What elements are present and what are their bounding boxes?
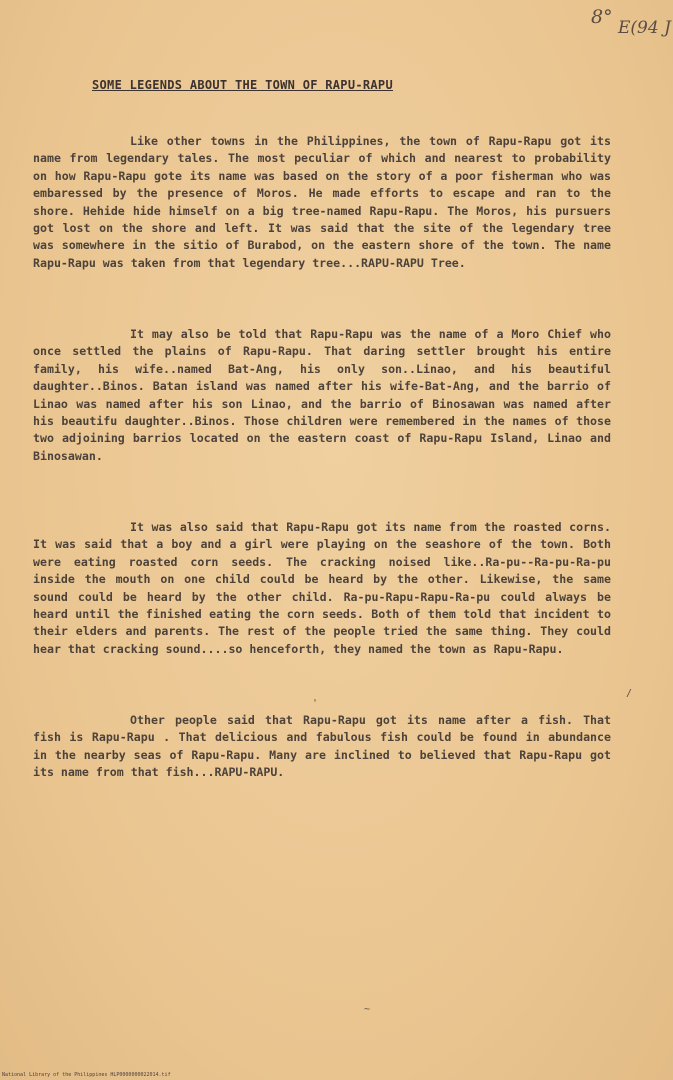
stray-pen-mark: /	[626, 688, 633, 699]
stray-pen-mark: ~	[364, 1004, 371, 1015]
paragraph-roasted-corn-legend: It was also said that Rapu-Rapu got its name from the roasted corns. It was said that a boy and a girl were playing on the seashore of the town. Both were eating roasted corn seeds. The cracking noised like..Ra-pu--Ra-pu-Ra-pu inside the mouth on one child could be heard by the other. Likewise, the same sound could be heard by the other child. Ra-pu-Rapu-Rapu-Ra-pu could always be heard until the finished eating the corn seeds. Both of them told that incident to their elders and parents. The rest of the people tried the same thing. They could hear that cracking sound....so henceforth, they named the town as Rapu-Rapu.	[33, 520, 611, 656]
paragraph-moro-chief-legend: It may also be told that Rapu-Rapu was the name of a Moro Chief who once settled the plains of Rapu-Rapu. That daring settler brought his entire family, his wife..named Bat-Ang, his only son..Linao, and his beautiful daughter..Binos. Batan island was named after his wife-Bat-Ang, and the barrio of Linao was named after his son Linao, and the barrio of Binosawan was named after his beautifu daughter..Binos. Those children were remembered in the names of those two adjoining barrios located on the eastern coast of Rapu-Rapu Island, Linao and Binosawan.	[33, 327, 611, 463]
handwritten-catalog-code: E(94 J	[618, 18, 671, 38]
paragraph-fish-legend: Other people said that Rapu-Rapu got its name after a fish. That fish is Rapu-Rapu . That delicious and fabulous fish could be found in abundance in the nearby seas of Rapu-Rapu. Many are inclined to believed that Rapu-Rapu got its name from that fish...RAPU-RAPU.	[33, 713, 611, 780]
handwritten-page-number: 8°	[591, 6, 613, 28]
archive-footer: National Library of the Philippines HLP0000000022014.tif	[2, 1072, 171, 1078]
stray-pen-mark: '	[312, 698, 319, 709]
document-title: SOME LEGENDS ABOUT THE TOWN OF RAPU-RAPU	[92, 78, 393, 92]
paragraph-tree-legend: Like other towns in the Philippines, the town of Rapu-Rapu got its name from legendary tales. The most peculiar of which and nearest to probability on how Rapu-Rapu gote its name was based on the story of a poor fisherman who was embaressed by the presence of Moros. He made efforts to escape and ran to the shore. Hehide hide himself on a big tree-named Rapu-Rapu. The Moros, his pursuers got lost on the shore and left. It was said that the site of the legendary tree was somewhere in the sitio of Burabod, on the eastern shore of the town. The name Rapu-Rapu was taken from that legendary tree...RAPU-RAPU Tree.	[33, 134, 611, 270]
